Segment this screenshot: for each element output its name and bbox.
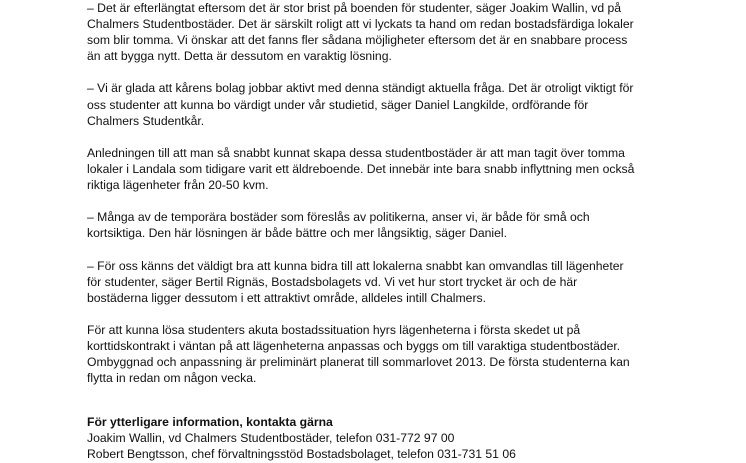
text-line: För att kunna lösa studenters akuta bostadssituation hyrs lägenheterna i första skedet ut på <box>87 322 581 337</box>
text-line: – Det är efterlängtat eftersom det är stor brist på boenden för studenter, säger Joakim Wallin, vd på <box>87 1 622 15</box>
contact-list <box>87 430 706 462</box>
text-line: som blir tomma. Vi önskar att det fanns fler sådana möjligheter eftersom det är en snabbare process <box>87 33 628 48</box>
paragraph <box>87 209 706 241</box>
paragraph <box>87 258 706 306</box>
text-line: – Många av de temporära bostäder som föreslås av politikerna, anser vi, är både för små och <box>87 210 590 225</box>
text-line: Chalmers Studentkår. <box>87 113 205 128</box>
text-line: korttidskontrakt i väntan på att lägenheterna anpassas och byggs om till varaktiga studentbostäder. <box>87 338 621 353</box>
paragraph <box>87 322 706 386</box>
text-line: för studenter, säger Bertil Rignäs, Bostadsbolagets vd. Vi vet hur stort trycket är och de här <box>87 274 578 289</box>
text-line: – För oss känns det väldigt bra att kunna bidra till att lokalerna snabbt kan omvandlas till lägenheter <box>87 258 624 273</box>
contact-section <box>87 414 706 462</box>
text-line: Ombyggnad och anpassning är preliminärt planerat till sommarlovet 2013. De första studenterna kan <box>87 355 630 370</box>
text-line: oss studenter att kunna bo värdigt under vår studietid, säger Daniel Langkilde, ordförande för <box>87 97 589 112</box>
paragraph <box>87 145 706 193</box>
text-line: lokaler i Landala som tidigare varit ett äldreboende. Det innebär inte bara snabb inflyttning men också <box>87 161 635 176</box>
text-line: riktiga lägenheter från 20-50 kvm. <box>87 178 269 193</box>
text-line: bostäderna ligger dessutom i ett attraktivt område, alldeles intill Chalmers. <box>87 290 486 305</box>
text-line: än att bygga nytt. Detta är dessutom en varaktig lösning. <box>87 49 392 64</box>
paragraph <box>87 80 706 128</box>
paragraph <box>87 0 706 64</box>
text-line: – Vi är glada att kårens bolag jobbar aktivt med denna ständigt aktuella fråga. Det är otroligt viktigt för <box>87 81 634 96</box>
contact-line: Joakim Wallin, vd Chalmers Studentbostäder, telefon 031-772 97 00 <box>87 431 455 446</box>
text-line: flytta in redan om någon vecka. <box>87 371 257 386</box>
text-line: kortsiktiga. Den här lösningen är både bättre och mer långsiktig, säger Daniel. <box>87 226 508 241</box>
contact-line: Robert Bengtsson, chef förvaltningsstöd Bostadsbolaget, telefon 031-731 51 06 <box>87 447 516 462</box>
text-line: Anledningen till att man så snabbt kunnat skapa dessa studentbostäder är att man tagit över tomma <box>87 145 625 160</box>
contact-heading: För ytterligare information, kontakta gärna <box>87 415 333 430</box>
text-line: Chalmers Studentbostäder. Det är särskilt roligt att vi lyckats ta hand om redan bostadsfärdiga lokaler <box>87 17 634 32</box>
body-text <box>87 0 706 386</box>
